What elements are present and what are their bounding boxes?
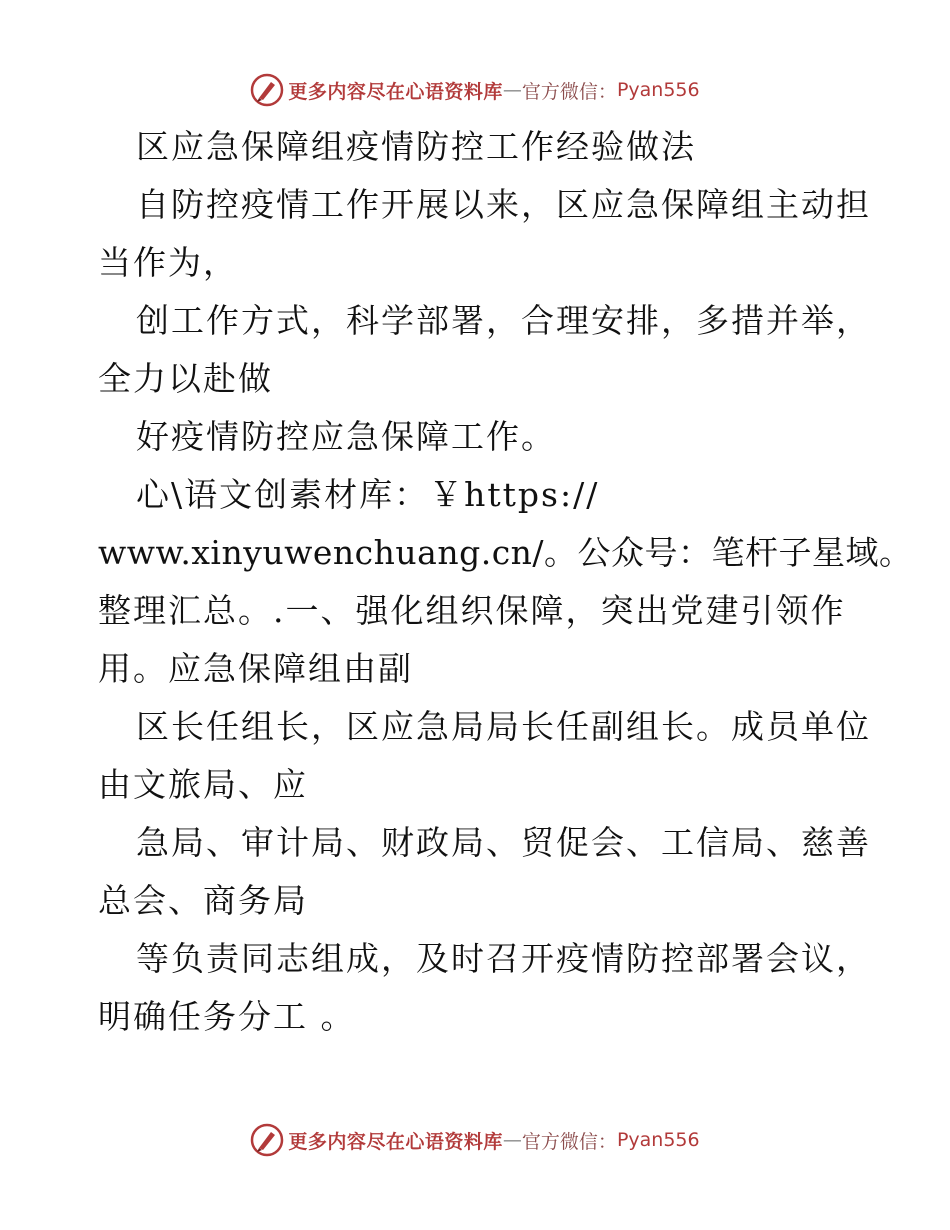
paragraph-line: 心\语文创素材库：￥https://	[136, 475, 600, 514]
paragraph-line: 自防控疫情工作开展以来，区应急保障组主动担	[136, 185, 871, 224]
document-title: 区应急保障组疫情防控工作经验做法	[136, 127, 696, 166]
document-body	[98, 118, 913, 1046]
pen-logo-icon	[250, 73, 284, 107]
footer-brand-text: 更多内容尽在心语资料库	[288, 1130, 503, 1153]
paragraph-line: 总会、商务局	[98, 881, 308, 920]
header-wechat-label: 官方微信：	[521, 80, 617, 103]
pen-logo-icon	[250, 1123, 284, 1157]
header-banner	[0, 70, 950, 110]
url-line: www.xinyuwenchuang.cn/。公众号：笔杆子星域。	[98, 533, 913, 572]
footer-wechat-label: 官方微信：	[521, 1130, 617, 1153]
paragraph-line: 等负责同志组成，及时召开疫情防控部署会议，	[136, 939, 871, 978]
header-brand-text: 更多内容尽在心语资料库	[288, 80, 503, 103]
footer-banner	[0, 1120, 950, 1160]
paragraph-line: 创工作方式，科学部署，合理安排，多措并举，	[136, 301, 871, 340]
paragraph-line: 急局、审计局、财政局、贸促会、工信局、慈善	[136, 823, 871, 862]
footer-dash: —	[502, 1129, 522, 1151]
header-wechat-id: Pyan556	[616, 79, 700, 101]
paragraph-line: 全力以赴做	[98, 359, 273, 398]
paragraph-line: 用。应急保障组由副	[98, 649, 413, 688]
paragraph-line: 由文旅局、应	[98, 765, 308, 804]
paragraph-line: 明确任务分工 。	[98, 997, 356, 1036]
paragraph-line: 区长任组长，区应急局局长任副组长。成员单位	[136, 707, 871, 746]
footer-wechat-id: Pyan556	[616, 1129, 700, 1151]
paragraph-line: 当作为，	[98, 243, 238, 282]
header-dash: —	[502, 79, 522, 101]
paragraph-line: 整理汇总。.一、强化组织保障，突出党建引领作	[98, 591, 846, 630]
paragraph-line: 好疫情防控应急保障工作。	[136, 417, 556, 456]
